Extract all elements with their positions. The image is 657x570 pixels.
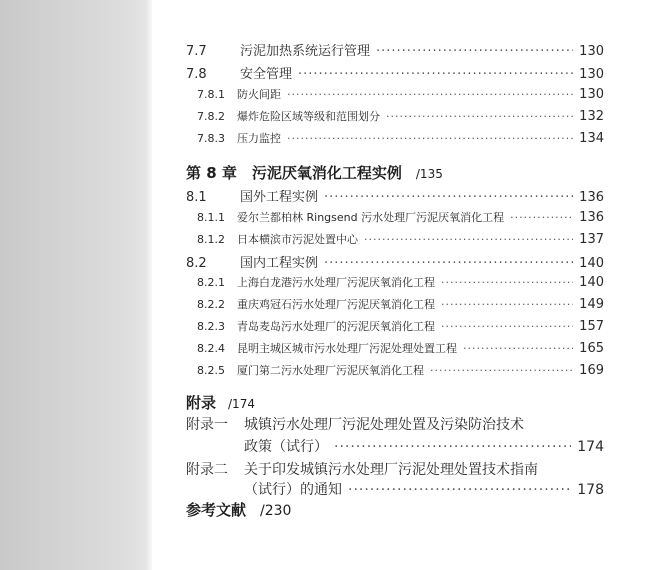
leader-dots: [463, 342, 573, 355]
toc-entry: [197, 274, 604, 290]
entry-page: 130: [579, 67, 604, 82]
entry-page: 165: [579, 341, 604, 356]
entry-number: 8.2.3: [197, 320, 225, 333]
entry-number: 8.2.2: [197, 298, 225, 311]
toc-entry: [186, 252, 604, 271]
leader-dots: [348, 482, 571, 498]
toc-entry: [186, 63, 604, 82]
leader-dots: [298, 67, 573, 82]
toc-entry: [197, 318, 604, 334]
entry-title: 日本横滨市污泥处置中心: [237, 233, 358, 246]
appendix-title-line: （试行）的通知: [244, 482, 342, 498]
appendix-label: 附录一: [186, 417, 228, 433]
chapter-title: 第 8 章 污泥厌氧消化工程实例: [186, 164, 402, 182]
leader-dots: [324, 190, 573, 205]
entry-page: 130: [579, 44, 604, 59]
entry-title: 爱尔兰都柏林 Ringsend 污水处理厂污泥厌氧消化工程: [237, 211, 505, 224]
entry-number: 7.8.3: [197, 132, 225, 145]
toc-entry: [197, 209, 604, 225]
entry-number: 7.7: [186, 44, 207, 59]
leader-dots: [441, 276, 573, 289]
entry-page: 174: [577, 439, 604, 455]
leader-dots: [287, 132, 573, 145]
entry-title: 厦门第二污水处理厂污泥厌氧消化工程: [237, 364, 424, 377]
leader-dots: [364, 233, 573, 246]
chapter-page: /135: [415, 167, 443, 181]
entry-number: 8.2.4: [197, 342, 225, 355]
entry-page: 136: [579, 210, 604, 225]
entry-page: 130: [579, 87, 604, 102]
toc-entry: [197, 362, 604, 378]
toc-entry: [197, 86, 604, 102]
appendix-page: /174: [228, 397, 255, 411]
entry-page: 137: [579, 232, 604, 247]
entry-title: 安全管理: [240, 67, 293, 82]
entry-title: 上海白龙港污水处理厂污泥厌氧消化工程: [237, 276, 435, 289]
appendix-heading: [186, 392, 255, 413]
leader-dots: [334, 439, 571, 455]
entry-number: 7.8.1: [197, 88, 225, 101]
references-title: 参考文献: [186, 501, 247, 519]
entry-title: 防火间距: [237, 88, 281, 101]
references-heading: [186, 499, 291, 520]
references-page: /230: [260, 503, 292, 519]
entry-number: 8.2.5: [197, 364, 225, 377]
toc-entry: [244, 436, 604, 456]
appendix-label: 附录二: [186, 462, 228, 478]
entry-page: 132: [579, 109, 604, 124]
leader-dots: [441, 320, 573, 333]
entry-title: 污泥加热系统运行管理: [240, 44, 371, 59]
book-spine-shadow: [0, 0, 152, 570]
toc-entry: [197, 130, 604, 146]
toc-entry: [244, 479, 604, 499]
entry-page: 149: [579, 297, 604, 312]
chapter-heading: [186, 162, 443, 183]
leader-dots: [376, 44, 573, 59]
leader-dots: [287, 88, 573, 101]
entry-title: 国外工程实例: [240, 190, 319, 205]
toc-entry: [197, 340, 604, 356]
entry-number: 8.1.1: [197, 211, 225, 224]
entry-number: 8.2.1: [197, 276, 225, 289]
entry-title: 压力监控: [237, 132, 281, 145]
entry-title: 爆炸危险区域等级和范围划分: [237, 110, 380, 123]
appendix-title-line: 关于印发城镇污水处理厂污泥处理处置技术指南: [244, 462, 538, 478]
entry-page: 169: [579, 363, 604, 378]
toc-entry: [197, 231, 604, 247]
entry-number: 8.1: [186, 190, 207, 205]
entry-page: 140: [579, 275, 604, 290]
toc-entry: [197, 296, 604, 312]
entry-page: 140: [579, 256, 604, 271]
appendix-title-line: 城镇污水处理厂污泥处理处置及污染防治技术: [244, 417, 524, 433]
entry-page: 157: [579, 319, 604, 334]
toc-entry: [186, 40, 604, 59]
leader-dots: [324, 256, 573, 271]
entry-title: 青岛麦岛污水处理厂的污泥厌氧消化工程: [237, 320, 435, 333]
entry-page: 178: [577, 482, 604, 498]
leader-dots: [386, 110, 573, 123]
leader-dots: [510, 211, 573, 224]
toc-entry: [186, 186, 604, 205]
entry-title: 国内工程实例: [240, 256, 319, 271]
entry-number: 7.8: [186, 67, 207, 82]
entry-title: 重庆鸡冠石污水处理厂污泥厌氧消化工程: [237, 298, 435, 311]
entry-number: 8.1.2: [197, 233, 225, 246]
entry-page: 136: [579, 190, 604, 205]
toc-entry: [197, 108, 604, 124]
entry-title: 昆明主城区城市污水处理厂污泥处理处置工程: [237, 342, 457, 355]
entry-number: 8.2: [186, 256, 207, 271]
entry-number: 7.8.2: [197, 110, 225, 123]
appendix-title: 附录: [186, 394, 217, 412]
leader-dots: [430, 364, 573, 377]
appendix-title-line: 政策（试行）: [244, 439, 328, 455]
entry-page: 134: [579, 131, 604, 146]
leader-dots: [441, 298, 573, 311]
